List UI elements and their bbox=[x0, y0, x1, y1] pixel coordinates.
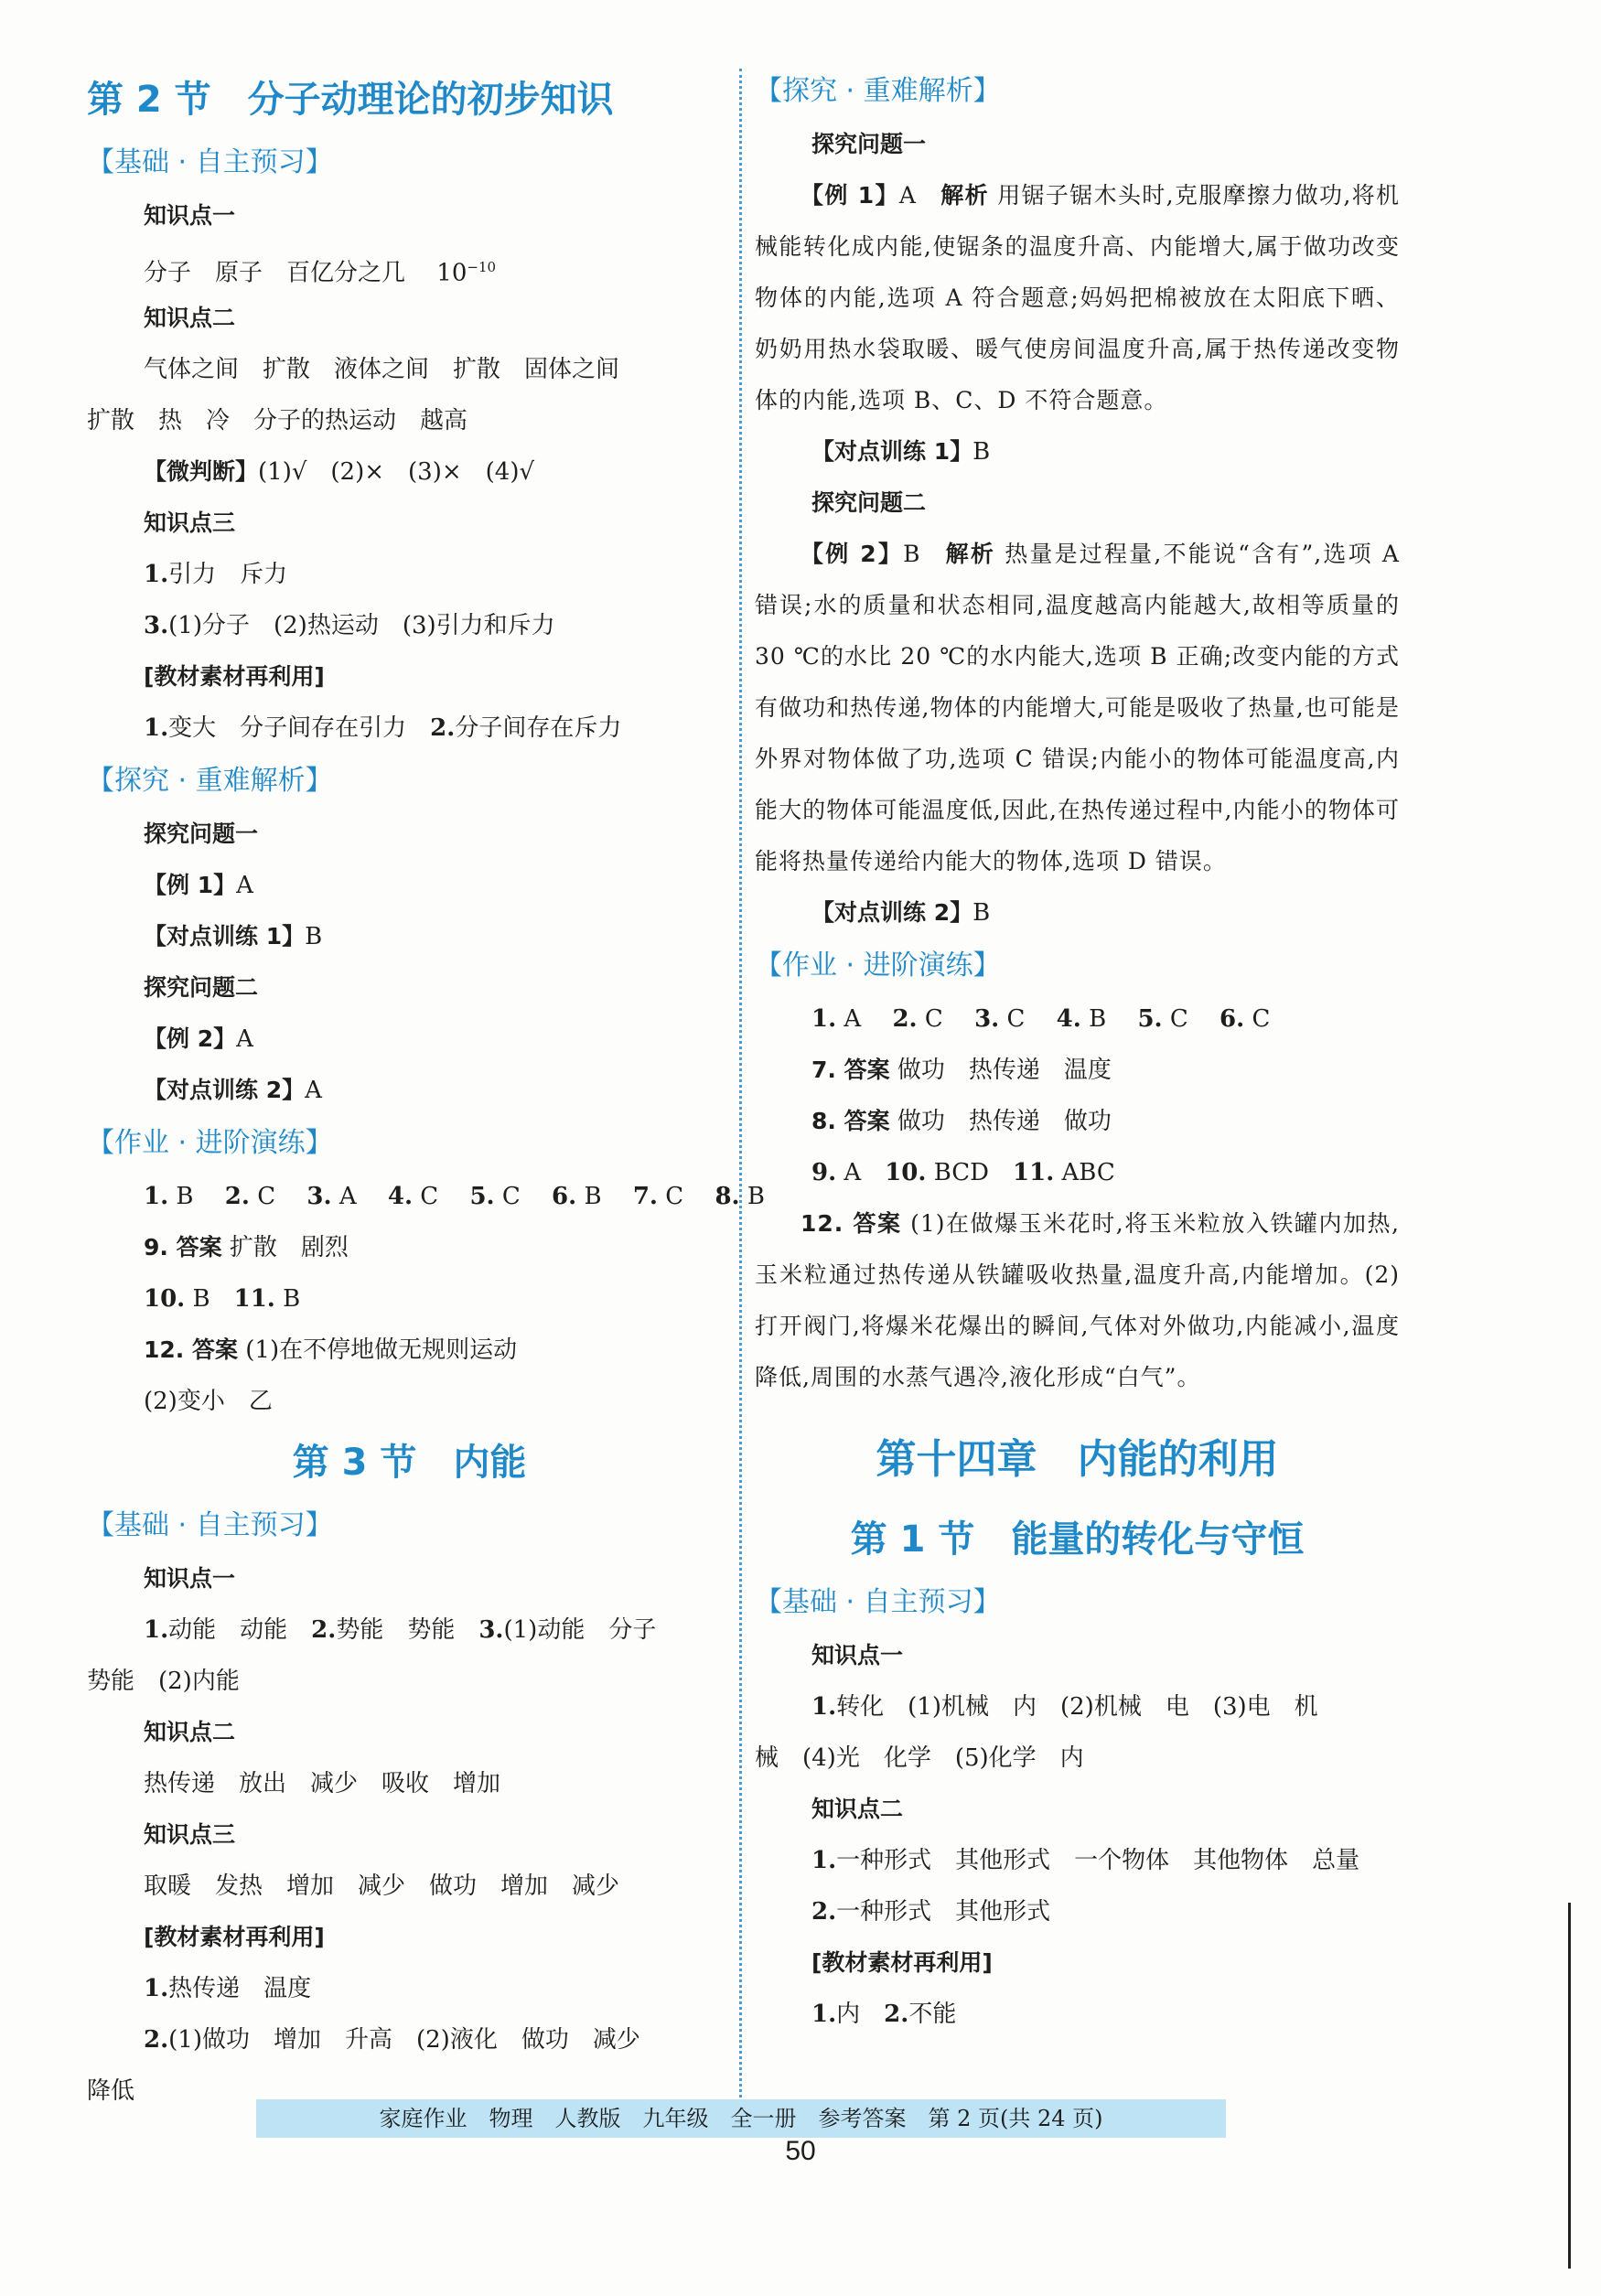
micro-judge-answers: (1)√ (2)× (3)× (4)√ bbox=[258, 458, 535, 486]
r-knowledge-point-2: 知识点二 bbox=[811, 1796, 904, 1822]
hw10-answer: B bbox=[192, 1285, 210, 1313]
right-column bbox=[755, 64, 1400, 2040]
hw12-answer-1: (1)在不停地做无规则运动 bbox=[245, 1336, 518, 1364]
column-divider bbox=[739, 69, 742, 2108]
training-1-label: 【对点训练 1】 bbox=[144, 923, 306, 950]
homework-10-11 bbox=[87, 1273, 732, 1325]
kp3-item-1-number: 1. bbox=[144, 561, 169, 588]
hw-item: 4. C bbox=[387, 1183, 439, 1210]
r-example-1-analysis: 用锯子锯木头时,克服摩擦力做功,将机械能转化成内能,使锯条的温度升高、内能增大,属于做功改变物体的内能,选项 A 符合题意;妈妈把棉被放在太阳底下晒、奶奶用热水袋取暖、暖气使房间温度升高,属于热传递改变物体的内能,选项 B、C、D 不符合题意。 bbox=[755, 182, 1400, 413]
hw10-number: 10. bbox=[144, 1285, 186, 1313]
r-explore-question-1: 探究问题一 bbox=[811, 131, 927, 157]
r-reuse-answers: 1.内 2.不能 bbox=[811, 2001, 957, 2028]
s3-kp1-line1: 1.动能 动能 2.势能 势能 3.(1)动能 分子 bbox=[144, 1616, 657, 1644]
section-2-title: 第 2 节 分子动理论的初步知识 bbox=[87, 79, 614, 121]
s3-reuse-1: 1.热传递 温度 bbox=[144, 1975, 312, 2002]
hw-item: 1. A bbox=[811, 1005, 862, 1033]
r-homework-12 bbox=[755, 1198, 1400, 1403]
r-kp2-item-2: 2.一种形式 其他形式 bbox=[811, 1898, 1051, 1926]
homework-12-cont: (2)变小 乙 bbox=[144, 1388, 273, 1415]
footer-banner: 家庭作业 物理 人教版 九年级 全一册 参考答案 第 2 页(共 24 页) bbox=[256, 2099, 1226, 2138]
ch14-section-1-title: 第 1 节 能量的转化与守恒 bbox=[850, 1518, 1305, 1561]
r-knowledge-point-1: 知识点一 bbox=[811, 1642, 904, 1668]
s3-knowledge-point-1: 知识点一 bbox=[144, 1565, 236, 1592]
r-example-2 bbox=[755, 529, 1400, 887]
r-homework-7: 7. 答案 做功 热传递 温度 bbox=[811, 1057, 1112, 1084]
tag-explore: 【探究 · 重难解析】 bbox=[87, 765, 333, 797]
r-example-2-answer: B bbox=[903, 541, 921, 567]
explore-question-1: 探究问题一 bbox=[144, 821, 259, 847]
kp3-item-3-text: (1)分子 (2)热运动 (3)引力和斥力 bbox=[168, 612, 555, 639]
r-training-2: 【对点训练 2】B bbox=[811, 899, 991, 927]
tag-basic-preview: 【基础 · 自主预习】 bbox=[87, 146, 333, 178]
hw12-label: 12. 答案 bbox=[144, 1336, 238, 1363]
knowledge-point-3: 知识点三 bbox=[144, 510, 236, 536]
hw-item: 8. B bbox=[715, 1183, 765, 1210]
hw11-number: 11. bbox=[233, 1285, 275, 1313]
s3-kp3-answer: 取暖 发热 增加 减少 做功 增加 减少 bbox=[144, 1872, 620, 1900]
s3-textbook-reuse-heading: [教材素材再利用] bbox=[144, 1924, 325, 1950]
r-kp2-item-1: 1.一种形式 其他形式 一个物体 其他物体 总量 bbox=[811, 1847, 1360, 1874]
hw-item: 4. B bbox=[1056, 1005, 1107, 1033]
r-textbook-reuse-heading: [教材素材再利用] bbox=[811, 1949, 993, 1976]
r-example-1-label: 【例 1】 bbox=[800, 182, 899, 209]
hw-item: 5. C bbox=[1137, 1005, 1188, 1033]
micro-judge bbox=[87, 446, 732, 498]
chapter-14-title: 第十四章 内能的利用 bbox=[876, 1436, 1279, 1483]
hw-item: 3. C bbox=[974, 1005, 1026, 1033]
kp2-answer-line2: 扩散 热 冷 分子的热运动 越高 bbox=[87, 407, 468, 435]
homework-12 bbox=[87, 1325, 732, 1376]
example-1 bbox=[87, 860, 732, 911]
kp3-item-1-text: 引力 斥力 bbox=[168, 561, 288, 588]
reuse-answers bbox=[87, 703, 732, 754]
reuse-2-number: 2. bbox=[430, 714, 456, 742]
kp1-answer-text: 分子 原子 百亿分之几 bbox=[144, 259, 406, 287]
kp1-answer bbox=[87, 241, 732, 293]
kp1-power-base: 10 bbox=[436, 259, 467, 287]
knowledge-point-1: 知识点一 bbox=[144, 202, 236, 229]
micro-judge-label: 【微判断】 bbox=[144, 458, 259, 485]
hw-item: 1. B bbox=[144, 1183, 194, 1210]
tag-homework: 【作业 · 进阶演练】 bbox=[87, 1127, 333, 1159]
r-homework-9-11: 9. A 10. BCD 11. ABC bbox=[811, 1159, 1115, 1186]
training-2-label: 【对点训练 2】 bbox=[144, 1077, 306, 1103]
hw11-answer: B bbox=[283, 1285, 301, 1313]
hw-item: 2. C bbox=[224, 1183, 276, 1210]
r-kp1-line1: 1.转化 (1)机械 内 (2)机械 电 (3)电 机 bbox=[811, 1693, 1318, 1721]
example-2 bbox=[87, 1014, 732, 1065]
r-example-2-analysis-label: 解析 bbox=[944, 541, 996, 567]
training-2 bbox=[87, 1065, 732, 1116]
homework-9 bbox=[87, 1222, 732, 1273]
r-example-1 bbox=[755, 170, 1400, 426]
s3-knowledge-point-3: 知识点三 bbox=[144, 1821, 236, 1848]
explore-question-2: 探究问题二 bbox=[144, 974, 259, 1001]
hw-item: 3. A bbox=[306, 1183, 357, 1210]
s3-reuse-2: 2.(1)做功 增加 升高 (2)液化 做功 减少 bbox=[144, 2026, 640, 2054]
hw-item: 6. C bbox=[1220, 1005, 1271, 1033]
r-kp1-line2: 械 (4)光 化学 (5)化学 内 bbox=[755, 1744, 1084, 1772]
hw-item: 2. C bbox=[892, 1005, 943, 1033]
example-2-label: 【例 2】 bbox=[144, 1025, 237, 1052]
hw-item: 7. C bbox=[632, 1183, 684, 1210]
section-3-title: 第 3 节 内能 bbox=[292, 1442, 527, 1484]
s3-kp2-answer: 热传递 放出 减少 吸收 增加 bbox=[144, 1770, 501, 1797]
r-hw12-label: 12. 答案 bbox=[800, 1210, 902, 1237]
r-example-2-analysis: 热量是过程量,不能说“含有”,选项 A 错误;水的质量和状态相同,温度越高内能越大,故相等质量的 30 ℃的水比 20 ℃的水内能大,选项 B 正确;改变内能的方式有做功和热传递,物体的内能增大,可能是吸收了热量,也可能是外界对物体做了功,选项 C 错误;内能小的物体可能温度高,内能大的物体可能温度低,因此,在热传递过程中,内能小的物体可能将热量传递给内能大的物体,选项 D 错误。 bbox=[755, 541, 1400, 874]
r-tag-explore: 【探究 · 重难解析】 bbox=[755, 75, 1001, 107]
hw9-answer: 扩散 剧烈 bbox=[229, 1234, 349, 1261]
r-training-1: 【对点训练 1】B bbox=[811, 438, 991, 466]
s3-knowledge-point-2: 知识点二 bbox=[144, 1719, 236, 1745]
training-2-answer: A bbox=[305, 1077, 322, 1104]
s3-kp1-line2: 势能 (2)内能 bbox=[87, 1668, 240, 1695]
kp1-power-exponent: −10 bbox=[467, 259, 497, 275]
hw-item: 6. B bbox=[552, 1183, 602, 1210]
r-example-2-label: 【例 2】 bbox=[800, 541, 904, 567]
reuse-1-number: 1. bbox=[144, 714, 169, 742]
page-edge-line bbox=[1568, 1903, 1571, 2269]
reuse-2-text: 分子间存在斥力 bbox=[455, 714, 622, 742]
page-number: 50 bbox=[785, 2136, 816, 2166]
r-explore-question-2: 探究问题二 bbox=[811, 489, 927, 516]
kp3-item-3-number: 3. bbox=[144, 612, 169, 639]
hw-item: 5. C bbox=[469, 1183, 521, 1210]
kp3-item-1 bbox=[87, 549, 732, 600]
kp3-item-3 bbox=[87, 600, 732, 651]
kp2-answer-line1: 气体之间 扩散 液体之间 扩散 固体之间 bbox=[144, 356, 620, 383]
training-1 bbox=[87, 911, 732, 962]
hw9-label: 9. 答案 bbox=[144, 1234, 222, 1261]
example-1-answer: A bbox=[236, 872, 253, 899]
left-column bbox=[87, 64, 765, 2117]
example-2-answer: A bbox=[236, 1025, 253, 1053]
s3-reuse-2-cont: 降低 bbox=[87, 2077, 135, 2105]
homework-row-1 bbox=[87, 1171, 765, 1222]
r-example-1-analysis-label: 解析 bbox=[940, 182, 989, 209]
reuse-1-text: 变大 分子间存在引力 bbox=[168, 714, 407, 742]
r-example-1-answer: A bbox=[898, 182, 917, 209]
textbook-reuse-heading: [教材素材再利用] bbox=[144, 663, 325, 690]
r-tag-basic-preview: 【基础 · 自主预习】 bbox=[755, 1586, 1001, 1618]
knowledge-point-2: 知识点二 bbox=[144, 305, 236, 331]
r-homework-8: 8. 答案 做功 热传递 做功 bbox=[811, 1108, 1112, 1135]
s3-tag-basic-preview: 【基础 · 自主预习】 bbox=[87, 1509, 333, 1541]
r-tag-homework: 【作业 · 进阶演练】 bbox=[755, 950, 1001, 982]
r-homework-row-1 bbox=[755, 993, 1400, 1045]
training-1-answer: B bbox=[305, 923, 323, 950]
example-1-label: 【例 1】 bbox=[144, 872, 237, 898]
r-hw12-answer: (1)在做爆玉米花时,将玉米粒放入铁罐内加热,玉米粒通过热传递从铁罐吸收热量,温度升高,内能增加。(2)打开阀门,将爆米花爆出的瞬间,气体对外做功,内能减小,温度降低,周围的水蒸气遇冷,液化形成“白气”。 bbox=[755, 1210, 1400, 1390]
